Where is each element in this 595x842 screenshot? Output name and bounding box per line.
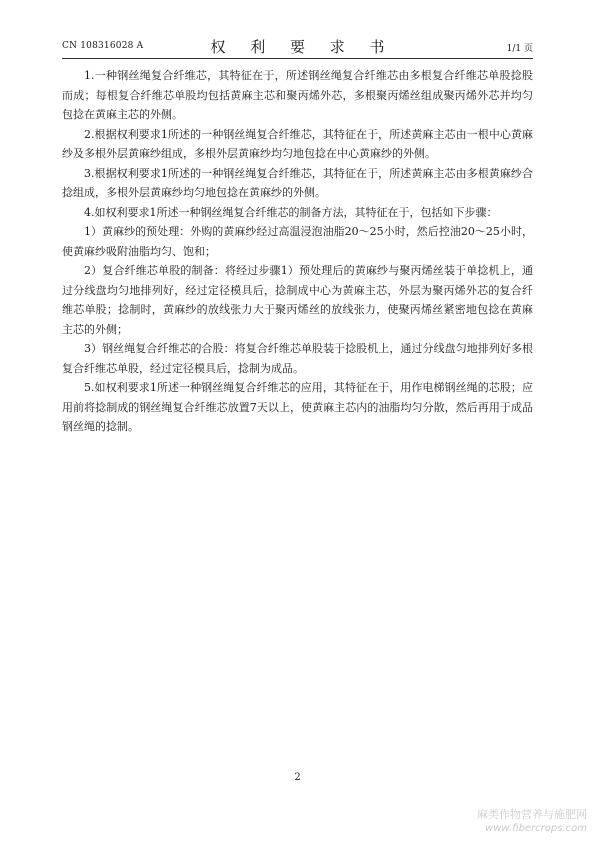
claim-4: 4.如权利要求1所述一种钢丝绳复合纤维芯的制备方法，其特征在于，包括如下步骤： — [84, 205, 498, 219]
page-header — [62, 36, 533, 56]
claim-4-step-1: 1）黄麻纱的预处理：外购的黄麻纱经过高温浸泡油脂20～25小时，然后控油20～25小时，使黄麻纱吸附油脂均匀、饱和； — [62, 225, 533, 258]
document-title: 权 利 要 求 书 — [210, 38, 395, 56]
watermark — [477, 808, 587, 836]
claim-4-step-3: 3）钢丝绳复合纤维芯的合股：将复合纤维芯单股装于捻股机上，通过分线盘匀地排列好多根复合纤维芯单股，经过定径模具后，捻制为成品。 — [62, 342, 533, 375]
header-rule — [62, 58, 533, 59]
claim-4-step-2: 2）复合纤维芯单股的制备：将经过步骤1）预处理后的黄麻纱与聚丙烯丝装于单捻机上，通过分线盘均匀地排列好，经过定径模具后，捻制成中心为黄麻主芯，外层为聚丙烯外芯的复合纤维芯单股；捻制时，黄麻纱的放线张力大于聚丙烯丝的放线张力，使聚丙烯丝紧密地包捻在黄麻主芯的外侧； — [62, 264, 533, 336]
page-number: 2 — [294, 772, 301, 783]
claim-2: 2.根据权利要求1所述的一种钢丝绳复合纤维芯，其特征在于，所述黄麻主芯由一根中心黄麻纱及多根外层黄麻纱组成，多根外层黄麻纱均匀地包捻在中心黄麻纱的外侧。 — [62, 127, 533, 160]
watermark-site-name: 麻类作物营养与施肥网 — [477, 808, 587, 821]
claims-body — [62, 66, 533, 437]
publication-number: CN 108316028 A — [62, 41, 144, 51]
page-indicator: 1/1 页 — [506, 44, 533, 54]
claim-1: 1.一种钢丝绳复合纤维芯，其特征在于，所述钢丝绳复合纤维芯由多根复合纤维芯单股捻股而成；每根复合纤维芯单股均包括黄麻主芯和聚丙烯外芯，多根聚丙烯丝组成聚丙烯外芯并均匀包捻在黄麻主芯的外侧。 — [62, 69, 533, 121]
watermark-url: www.fibercrops.com — [485, 823, 587, 834]
claim-5: 5.如权利要求1所述一种钢丝绳复合纤维芯的应用，其特征在于，用作电梯钢丝绳的芯股；应用前将捻制成的钢丝绳复合纤维芯放置7天以上，使黄麻主芯内的油脂均匀分散，然后再用于成品钢丝绳的捻制。 — [62, 381, 533, 433]
claim-3: 3.根据权利要求1所述的一种钢丝绳复合纤维芯，其特征在于，所述黄麻主芯由多根黄麻纱合捻组成，多根外层黄麻纱均匀地包捻在黄麻纱的外侧。 — [62, 166, 533, 199]
